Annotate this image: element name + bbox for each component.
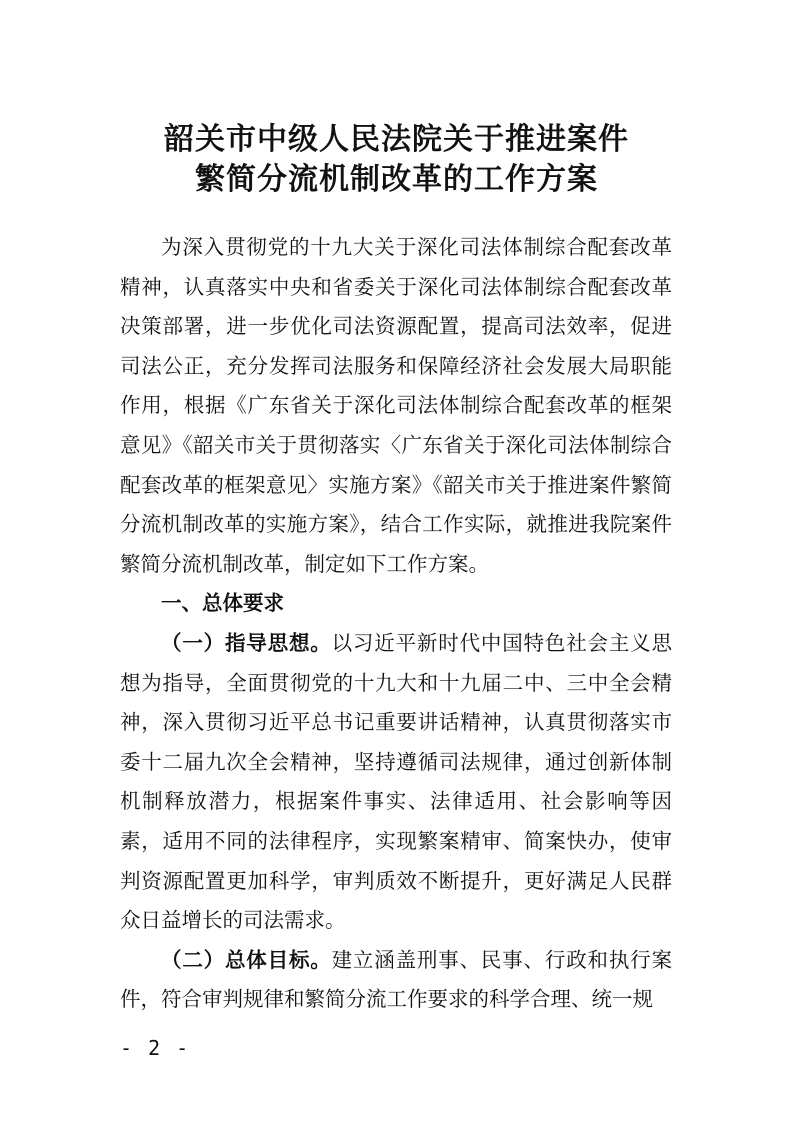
guiding-thought-paragraph xyxy=(120,624,672,941)
overall-goal-label: （二）总体目标。 xyxy=(161,947,332,972)
overall-goal-paragraph xyxy=(120,941,672,1020)
title-line-2: 繁简分流机制改革的工作方案 xyxy=(195,162,598,198)
section-heading-general-requirements: 一、总体要求 xyxy=(161,591,284,616)
overall-goal-text: 建立涵盖刑事、民事、行政和执行案件，符合审判规律和繁简分流工作要求的科学合理、统一规 xyxy=(120,947,672,1012)
page-number: - 2 - xyxy=(120,1036,191,1060)
document-title xyxy=(0,120,793,200)
guiding-thought-label: （一）指导思想。 xyxy=(161,630,332,655)
intro-paragraph: 为深入贯彻党的十九大关于深化司法体制综合配套改革精神，认真落实中央和省委关于深化司法体制综合配套改革决策部署，进一步优化司法资源配置，提高司法效率，促进司法公正，充分发挥司法服务和保障经济社会发展大局职能作用，根据《广东省关于深化司法体制综合配套改革的框架意见》《韶关市关于贯彻落实〈广东省关于深化司法体制综合配套改革的框架意见〉实施方案》《韶关市关于推进案件繁简分流机制改革的实施方案》，结合工作实际，就推进我院案件繁简分流机制改革，制定如下工作方案。 xyxy=(120,235,672,576)
title-line-1: 韶关市中级人民法院关于推进案件 xyxy=(164,122,629,158)
guiding-thought-text: 以习近平新时代中国特色社会主义思想为指导，全面贯彻党的十九大和十九届二中、三中全会精神，深入贯彻习近平总书记重要讲话精神，认真贯彻落实市委十二届九次全会精神，坚持遵循司法规律，通过创新体制机制释放潜力，根据案件事实、法律适用、社会影响等因素，适用不同的法律程序，实现繁案精审、简案快办，使审判资源配置更加科学，审判质效不断提升，更好满足人民群众日益增长的司法需求。 xyxy=(120,630,672,933)
document-body xyxy=(120,228,672,1020)
